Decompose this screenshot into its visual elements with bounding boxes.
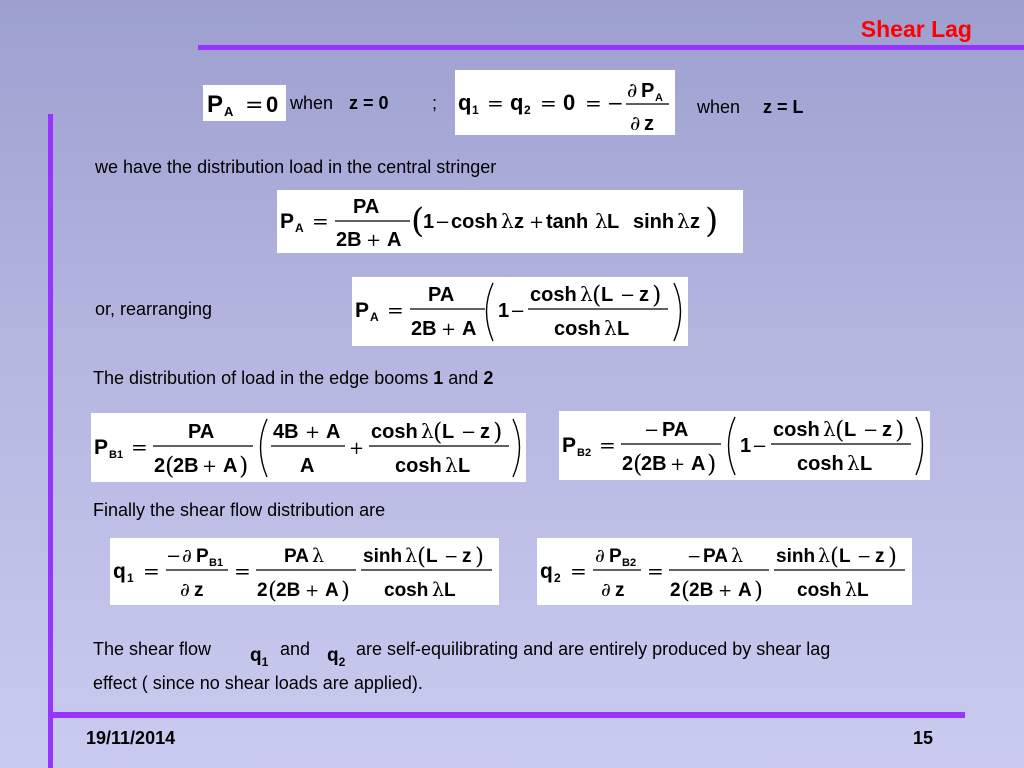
q1-symbol: [250, 645, 268, 669]
z-equals-zero: z = 0: [349, 93, 389, 113]
equation-pa-rearranged: [352, 277, 688, 346]
svg-text:(: (: [268, 578, 277, 604]
shear-flow-text-line2: effect ( since no shear loads are applied).: [93, 673, 423, 693]
svg-text:(: (: [633, 450, 643, 478]
svg-text:−: −: [863, 420, 879, 441]
svg-text:cosh: cosh: [530, 284, 577, 306]
shear-flow-text-end: are self-equilibrating and are entirely produced by shear lag: [356, 639, 831, 659]
boom-2-label: 2: [483, 368, 494, 388]
svg-text:): ): [888, 544, 897, 570]
svg-text:A: A: [223, 455, 238, 477]
svg-text:L: L: [458, 455, 471, 477]
svg-text:+: +: [349, 438, 365, 459]
svg-text:2: 2: [524, 103, 531, 117]
svg-text:2: 2: [554, 571, 561, 585]
svg-text:L: L: [617, 318, 630, 340]
boom-1-label: 1: [433, 368, 444, 388]
edge-booms-text: [93, 368, 493, 389]
svg-text:): ): [341, 578, 350, 604]
svg-text:L: L: [857, 580, 869, 601]
svg-text:): ): [475, 544, 484, 570]
z-equals-l: z = L: [763, 97, 804, 117]
svg-text:λ: λ: [405, 545, 418, 567]
shear-flow-intro: Finally the shear flow distribution are: [93, 500, 386, 520]
q2-symbol: [327, 645, 345, 669]
svg-text:(: (: [681, 578, 690, 604]
svg-text:z: z: [639, 284, 649, 306]
equation-pa-central: [277, 190, 743, 253]
svg-text:(: (: [835, 416, 845, 444]
svg-text:2: 2: [154, 455, 166, 477]
svg-text:z: z: [690, 211, 700, 233]
svg-text:−: −: [687, 547, 702, 567]
svg-text:P: P: [641, 80, 655, 102]
svg-text:=: =: [487, 91, 504, 115]
slide-date: 19/11/2014: [86, 728, 176, 748]
svg-text:z: z: [480, 421, 490, 443]
q2-subscript: 2: [338, 654, 346, 669]
svg-text:P: P: [207, 91, 224, 118]
svg-text:A: A: [655, 92, 663, 104]
svg-text:cosh: cosh: [797, 580, 842, 601]
svg-text:−: −: [607, 91, 624, 115]
svg-text:A: A: [224, 104, 234, 119]
rearranging-text: or, rearranging: [95, 299, 213, 319]
svg-text:L: L: [844, 419, 857, 441]
slide-number: 15: [913, 728, 934, 748]
svg-text:−: −: [166, 546, 182, 567]
svg-text:−: −: [510, 301, 526, 322]
equation-pa-zero: [203, 85, 286, 121]
svg-text:sinh: sinh: [776, 546, 816, 567]
svg-text:=: =: [131, 435, 148, 459]
svg-text:∂: ∂: [627, 78, 638, 102]
svg-text:∂: ∂: [180, 579, 190, 601]
svg-text:A: A: [370, 310, 379, 324]
when-label-2: when: [697, 97, 741, 117]
svg-text:+: +: [670, 454, 686, 475]
svg-text:2: 2: [257, 580, 268, 601]
svg-text:L: L: [839, 546, 851, 567]
svg-text:q: q: [113, 560, 126, 583]
svg-text:1: 1: [127, 571, 134, 585]
svg-text:−: −: [644, 420, 660, 441]
svg-text:λ: λ: [501, 209, 514, 233]
when-label: when: [290, 93, 334, 113]
svg-text:+: +: [305, 581, 320, 601]
svg-text:∂: ∂: [630, 111, 641, 135]
equation-q2: [537, 538, 912, 605]
svg-text:0: 0: [266, 92, 279, 117]
svg-text:+: +: [202, 456, 218, 477]
svg-text:2B: 2B: [173, 455, 199, 477]
svg-text:2B: 2B: [411, 318, 437, 340]
svg-text:z: z: [514, 211, 524, 233]
left-rule: [48, 114, 53, 768]
svg-text:(: (: [417, 544, 426, 570]
svg-text:+: +: [718, 581, 733, 601]
svg-text:(: (: [830, 544, 839, 570]
svg-text:λ: λ: [677, 209, 690, 233]
svg-text:L: L: [426, 546, 438, 567]
shear-flow-text-start: The shear flow: [93, 639, 212, 659]
svg-text:A: A: [295, 221, 304, 235]
svg-text:=: =: [585, 91, 602, 115]
svg-text:z: z: [644, 113, 654, 135]
svg-text:(: (: [592, 281, 602, 309]
svg-text:): ): [707, 450, 717, 478]
slide-title: Shear Lag: [860, 16, 972, 42]
svg-text:PA: PA: [353, 196, 380, 218]
svg-text:+: +: [305, 422, 321, 443]
svg-text:A: A: [387, 229, 402, 251]
svg-text:(: (: [411, 201, 425, 241]
svg-text:−: −: [435, 212, 451, 233]
svg-text:λ: λ: [818, 545, 831, 567]
svg-text:B1: B1: [209, 557, 224, 569]
svg-text:A: A: [462, 318, 477, 340]
svg-text:=: =: [312, 209, 329, 233]
svg-text:cosh: cosh: [451, 211, 498, 233]
svg-text:−: −: [461, 422, 477, 443]
svg-text:λ: λ: [845, 579, 858, 601]
svg-text:): ): [652, 281, 662, 309]
svg-text:0: 0: [563, 90, 576, 115]
svg-text:PA: PA: [662, 419, 689, 441]
svg-text:L: L: [607, 211, 620, 233]
svg-text:λ: λ: [432, 579, 445, 601]
svg-text:P: P: [355, 299, 370, 322]
svg-text:λ: λ: [421, 419, 434, 443]
svg-text:A: A: [300, 455, 315, 477]
svg-text:cosh: cosh: [371, 421, 418, 443]
svg-text:2: 2: [622, 453, 634, 475]
svg-text:z: z: [462, 546, 472, 567]
equation-q-zero: [455, 70, 675, 135]
equation-pb1: [91, 413, 526, 482]
svg-text:=: =: [245, 93, 264, 118]
svg-text:1: 1: [423, 211, 435, 233]
svg-text:=: =: [387, 298, 404, 322]
svg-text:PA: PA: [284, 546, 309, 567]
svg-text:(: (: [433, 418, 443, 446]
svg-text:cosh: cosh: [773, 419, 820, 441]
q1-subscript: 1: [261, 654, 269, 669]
svg-text:1: 1: [472, 103, 479, 117]
svg-text:sinh: sinh: [633, 211, 675, 233]
top-rule: [198, 45, 1024, 50]
svg-text:=: =: [234, 559, 251, 583]
svg-text:tanh: tanh: [546, 211, 589, 233]
svg-text:2: 2: [670, 580, 681, 601]
svg-text:+: +: [366, 230, 382, 251]
svg-text:λ: λ: [823, 417, 836, 441]
q1-letter: q: [250, 645, 262, 666]
svg-text:∂: ∂: [182, 545, 192, 567]
svg-text:λ: λ: [731, 545, 744, 567]
svg-text:PA: PA: [703, 546, 728, 567]
svg-text:2B: 2B: [276, 580, 301, 601]
svg-text:L: L: [860, 453, 873, 475]
and-label: and: [448, 368, 479, 388]
svg-text:+: +: [529, 212, 545, 233]
svg-text:PA: PA: [428, 284, 455, 306]
svg-text:): ): [493, 418, 503, 446]
svg-text:B1: B1: [109, 449, 124, 461]
svg-text:A: A: [738, 580, 752, 601]
svg-text:λ: λ: [580, 282, 593, 306]
svg-text:A: A: [326, 421, 341, 443]
svg-text:z: z: [194, 580, 204, 601]
svg-text:λ: λ: [312, 545, 325, 567]
svg-text:): ): [895, 416, 905, 444]
svg-text:P: P: [94, 436, 109, 459]
svg-text:z: z: [615, 580, 625, 601]
svg-text:P: P: [196, 546, 209, 567]
equation-pb2: [559, 411, 930, 480]
svg-text:L: L: [601, 284, 614, 306]
svg-text:∂: ∂: [601, 579, 611, 601]
svg-text:λ: λ: [847, 451, 860, 475]
svg-text:B2: B2: [577, 447, 592, 459]
svg-text:A: A: [325, 580, 339, 601]
edge-booms-prefix: The distribution of load in the edge booms: [93, 368, 429, 388]
svg-text:q: q: [458, 90, 472, 115]
svg-text:A: A: [691, 453, 706, 475]
svg-text:cosh: cosh: [384, 580, 429, 601]
svg-text:P: P: [609, 546, 622, 567]
svg-text:λ: λ: [604, 316, 617, 340]
svg-text:2B: 2B: [336, 229, 362, 251]
svg-text:): ): [754, 578, 763, 604]
svg-text:1: 1: [740, 435, 752, 457]
svg-text:P: P: [562, 434, 577, 457]
svg-text:−: −: [620, 285, 636, 306]
svg-text:): ): [239, 452, 249, 480]
svg-text:PA: PA: [188, 421, 215, 443]
svg-text:q: q: [540, 560, 553, 583]
semicolon: ;: [432, 93, 438, 113]
svg-text:λ: λ: [445, 453, 458, 477]
svg-text:2B: 2B: [641, 453, 667, 475]
svg-text:=: =: [143, 559, 160, 583]
svg-text:sinh: sinh: [363, 546, 403, 567]
q2-letter: q: [327, 645, 339, 666]
svg-text:cosh: cosh: [395, 455, 442, 477]
svg-text:2B: 2B: [689, 580, 714, 601]
svg-text:+: +: [441, 319, 457, 340]
bottom-rule: [53, 712, 965, 718]
svg-text:): ): [705, 201, 719, 241]
svg-text:=: =: [599, 433, 616, 457]
svg-text:−: −: [857, 547, 872, 567]
svg-text:cosh: cosh: [554, 318, 601, 340]
svg-text:z: z: [875, 546, 885, 567]
svg-text:λ: λ: [595, 209, 608, 233]
svg-text:z: z: [882, 419, 892, 441]
svg-text:4B: 4B: [273, 421, 299, 443]
svg-text:−: −: [444, 547, 459, 567]
svg-text:=: =: [570, 559, 587, 583]
central-stringer-text: we have the distribution load in the central stringer: [95, 157, 497, 177]
svg-text:=: =: [647, 559, 664, 583]
svg-text:q: q: [510, 90, 524, 115]
shear-flow-and: and: [280, 639, 311, 659]
svg-text:B2: B2: [622, 557, 637, 569]
svg-text:∂: ∂: [595, 545, 605, 567]
svg-text:cosh: cosh: [797, 453, 844, 475]
svg-text:P: P: [280, 210, 295, 233]
svg-text:(: (: [165, 452, 175, 480]
equation-q1: [110, 538, 499, 605]
svg-text:−: −: [752, 436, 768, 457]
svg-text:=: =: [540, 91, 557, 115]
svg-text:1: 1: [498, 300, 510, 322]
svg-text:L: L: [442, 421, 455, 443]
svg-text:L: L: [444, 580, 456, 601]
